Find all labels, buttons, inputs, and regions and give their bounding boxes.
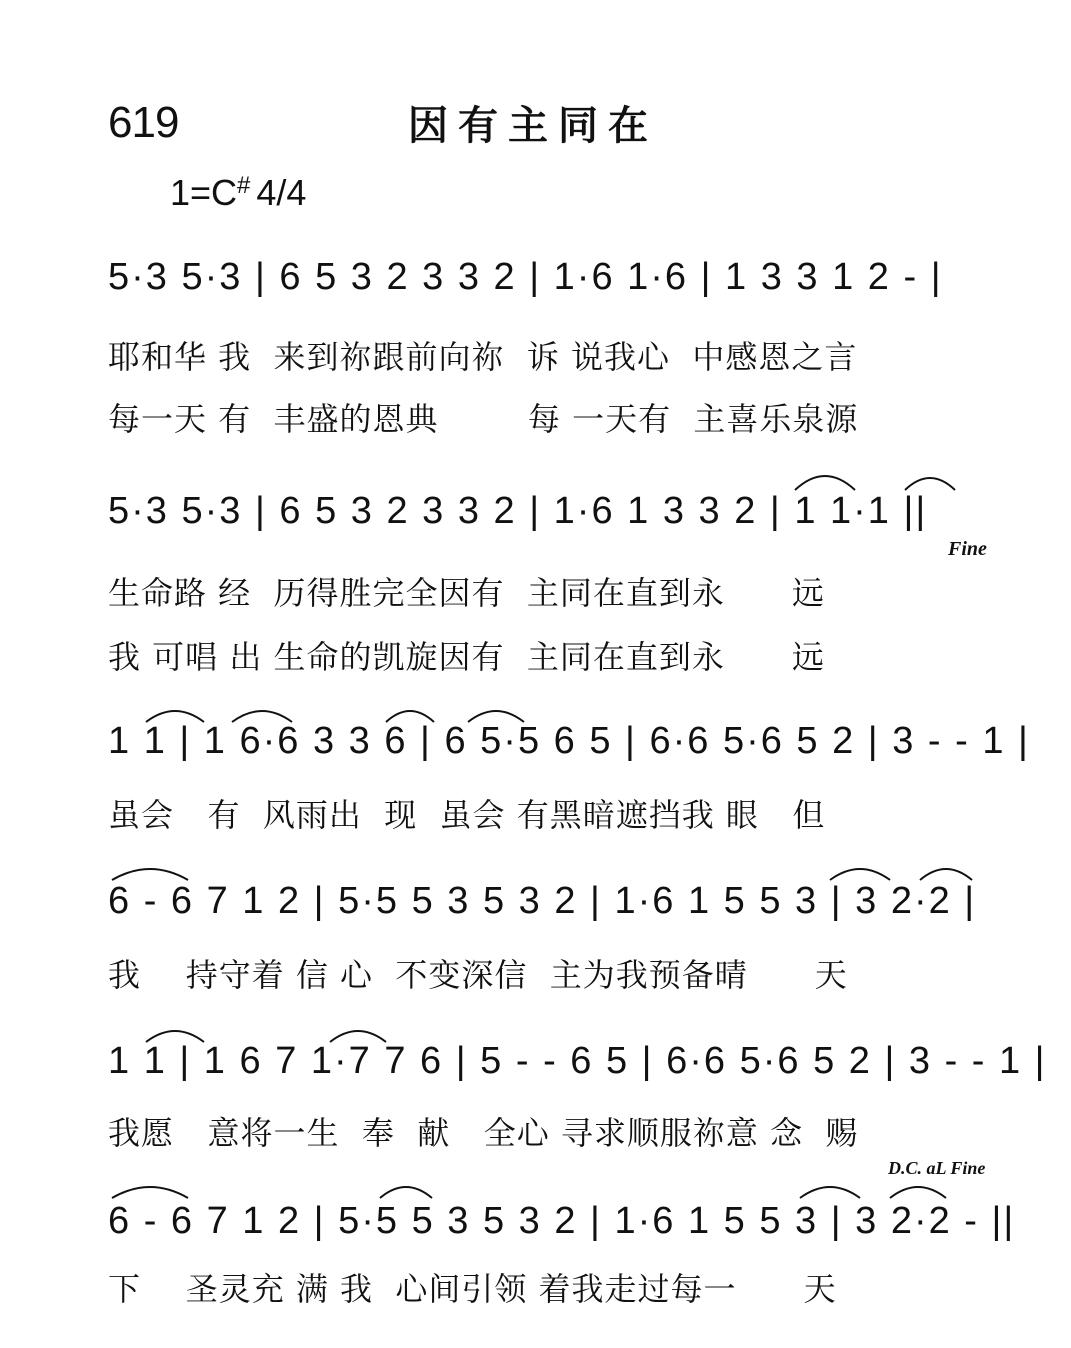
time-signature: 4/4 [256,172,307,213]
slur [890,1187,946,1198]
lyric-line-1-verse-2: 每一天 有 丰盛的恩典 每 一天有 主喜乐泉源 [108,400,859,438]
hymn-title: 因有主同在 [408,103,658,149]
notation-line-2: 5·3 5·3 | 6 5 3 2 3 3 2 | 1·6 1 3 3 2 | 1 1·1 || [108,490,928,532]
slur [380,1187,432,1198]
sharp-sign: # [237,172,251,199]
slur [795,476,855,490]
key-label: 1=C [170,172,238,213]
lyric-line-1-verse-1: 耶和华 我 来到祢跟前向祢 诉 说我心 中感恩之言 [108,338,858,376]
lyric-line-3: 虽会 有 风雨出 现 虽会 有黑暗遮挡我 眼 但 [108,796,826,834]
slur [112,1187,188,1198]
slur [920,869,972,880]
key-signature [170,172,306,214]
lyric-line-4: 我 持守着 信 心 不变深信 主为我预备晴 天 [108,956,848,994]
notation-line-3: 1 1 | 1 6·6 3 3 6 | 6 5·5 6 5 | 6·6 5·6 5 2 | 3 - - 1 | [108,720,1030,762]
fine-marking: Fine [948,538,987,560]
slur [830,869,890,880]
lyric-line-2-verse-2: 我 可唱 出 生命的凯旋因有 主同在直到永 远 [108,638,825,676]
slur [800,1187,860,1198]
lyric-line-2-verse-1: 生命路 经 历得胜完全因有 主同在直到永 远 [108,574,825,612]
lyric-line-6: 下 圣灵充 满 我 心间引领 着我走过每一 天 [108,1270,837,1308]
notation-line-5: 1 1 | 1 6 7 1·7 7 6 | 5 - - 6 5 | 6·6 5·6 5 2 | 3 - - 1 | [108,1040,1047,1082]
notation-line-1: 5·3 5·3 | 6 5 3 2 3 3 2 | 1·6 1·6 | 1 3 3 1 2 - | [108,256,943,298]
dc-al-fine-marking: D.C. aL Fine [888,1158,986,1178]
notation-line-6: 6 - 6 7 1 2 | 5·5 5 3 5 3 2 | 1·6 1 5 5 3 | 3 2·2 - || [108,1200,1016,1242]
notation-line-4: 6 - 6 7 1 2 | 5·5 5 3 5 3 2 | 1·6 1 5 5 3 | 3 2·2 | [108,880,977,922]
slur [112,869,188,880]
hymn-number: 619 [108,98,179,147]
lyric-line-5: 我愿 意将一生 奉 献 全心 寻求顺服祢意 念 赐 [108,1114,859,1152]
slur [905,478,955,490]
